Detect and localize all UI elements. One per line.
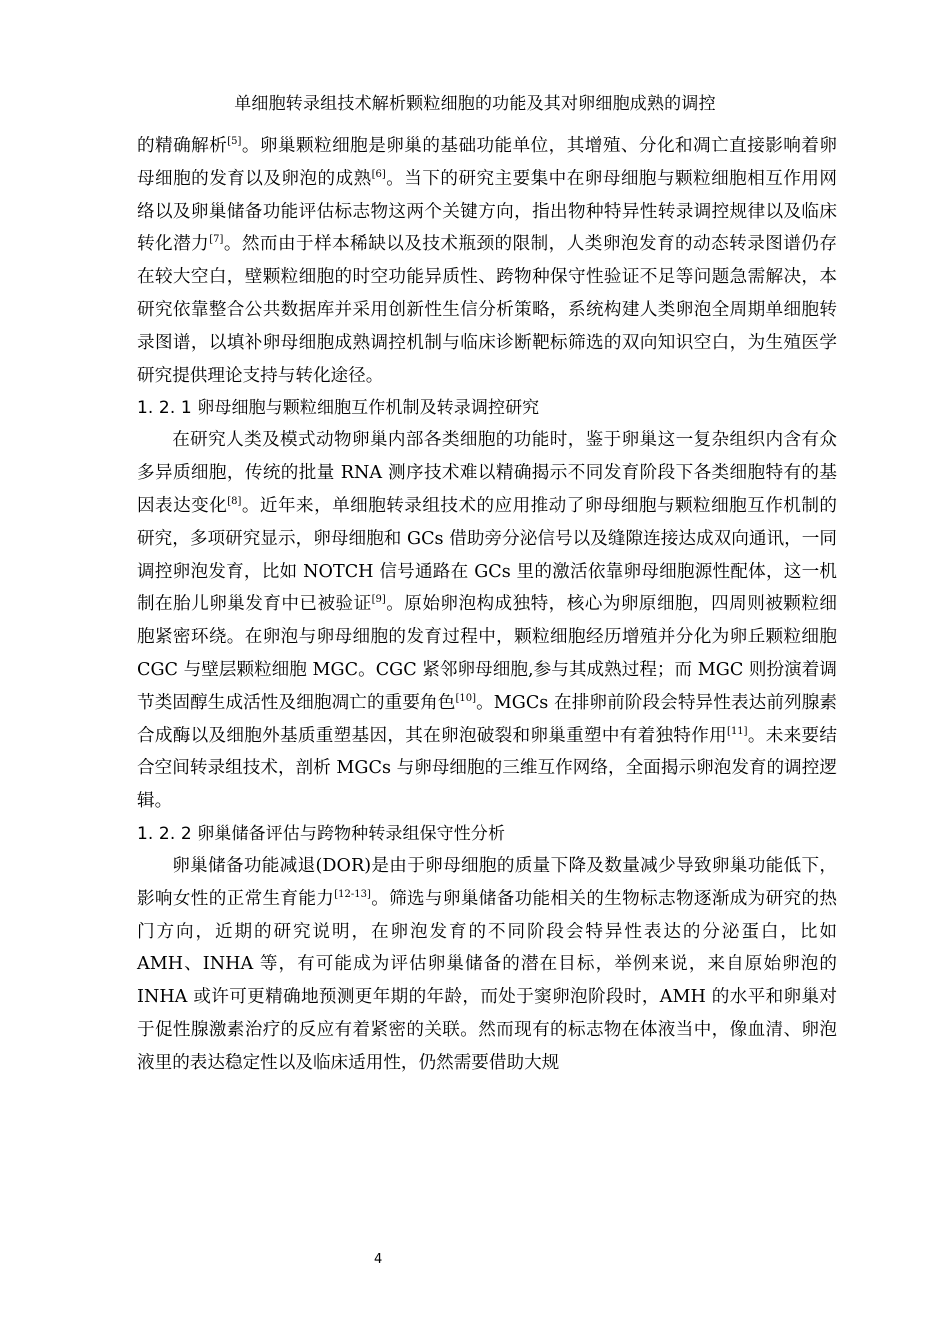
- text-run: 。未来要结合空间转录组技术，剖析 MGCs 与卵母细胞的三维互作网络，全面揭示卵泡发育的调控逻辑。: [137, 725, 837, 812]
- text-run: 。当下的研究主要集中在卵母细胞与颗粒细胞相互作用网络以及卵巢储备功能评估标志物这两个关键方向，指出物种特异性转录调控规律以及临床转化潜力: [137, 168, 837, 255]
- text-run: 。近年来，单细胞转录组技术的应用推动了卵母细胞与颗粒细胞互作机制的研究，多项研究显示，卵母细胞和 GCs 借助旁分泌信号以及缝隙连接达成双向通讯，一同调控卵泡发育，比如 NOTCH 信号通路在 GCs 里的激活依靠卵母细胞源性配体，这一机制在胎儿卵巢发育中已被验证: [137, 495, 837, 615]
- body-text: [137, 130, 837, 1080]
- running-header: 单细胞转录组技术解析颗粒细胞的功能及其对卵细胞成熟的调控: [234, 94, 716, 114]
- citation: [6]: [371, 168, 386, 180]
- text-run: 。然而由于样本稀缺以及技术瓶颈的限制，人类卵泡发育的动态转录图谱仍存在较大空白，壁颗粒细胞的时空功能异质性、跨物种保守性验证不足等问题急需解决，本研究依靠整合公共数据库并采用创新性生信分析策略，系统构建人类卵泡全周期单细胞转录图谱，以填补卵母细胞成熟调控机制与临床诊断靶标筛选的双向知识空白，为生殖医学研究提供理论支持与转化途径。: [137, 234, 837, 386]
- citation: [10]: [455, 692, 476, 704]
- text-run: 在研究人类及模式动物卵巢内部各类细胞的功能时，鉴于卵巢这一复杂组织内含有众多异质细胞，传统的批量 RNA 测序技术难以精确揭示不同发育阶段下各类细胞特有的基因表达变化: [137, 430, 837, 516]
- text-run: 。筛选与卵巢储备功能相关的生物标志物逐渐成为研究的热门方向，近期的研究说明，在卵泡发育的不同阶段会特异性表达的分泌蛋白，比如 AMH、INHA 等，有可能成为评估卵巢储备的潜在目标，举例来说，来自原始卵泡的 INHA 或许可更精确地预测更年期的年龄，而处于窦卵泡阶段时，AMH 的水平和卵巢对于促性腺激素治疗的反应有着紧密的关联。然而现有的标志物在体液当中，像血清、卵泡液里的表达稳定性以及临床适用性，仍然需要借助大规: [137, 888, 837, 1073]
- section-heading: 1. 2. 2 卵巢储备评估与跨物种转录组保守性分析: [137, 823, 506, 844]
- section-heading: 1. 2. 1 卵母细胞与颗粒细胞互作机制及转录调控研究: [137, 398, 540, 419]
- citation: [5]: [227, 136, 242, 147]
- text-run: 的精确解析: [137, 136, 228, 156]
- text-run: 卵巢储备功能减退(DOR)是由于卵母细胞的质量下降及数量减少导致卵巢功能低下，影响女性的正常生育能力: [137, 855, 837, 909]
- paragraph: [137, 424, 837, 818]
- text-run: 。卵巢颗粒细胞是卵巢的基础功能单位，其增殖、分化和凋亡直接影响着卵母细胞的发育以及卵泡的成熟: [137, 136, 837, 189]
- paragraph: [137, 130, 837, 392]
- text-run: 。MGCs 在排卵前阶段会特异性表达前列腺素合成酶以及细胞外基质重塑基因，其在卵泡破裂和卵巢重塑中有着独特作用: [137, 692, 837, 746]
- citation: [7]: [209, 234, 224, 246]
- citation: [11]: [727, 725, 748, 737]
- citation: [8]: [227, 495, 242, 507]
- paragraph: [137, 850, 837, 1080]
- text-run: 。原始卵泡构成独特，核心为卵原细胞，四周则被颗粒细胞紧密环绕。在卵泡与卵母细胞的发育过程中，颗粒细胞经历增殖并分化为卵丘颗粒细胞 CGC 与壁层颗粒细胞 MGC。CGC 紧邻卵母细胞,参与其成熟过程；而 MGC 则扮演着调节类固醇生成活性及细胞凋亡的重要角色: [137, 594, 837, 713]
- citation: [9]: [371, 594, 386, 606]
- citation: [12-13]: [334, 888, 371, 900]
- page-number: 4: [374, 1252, 383, 1267]
